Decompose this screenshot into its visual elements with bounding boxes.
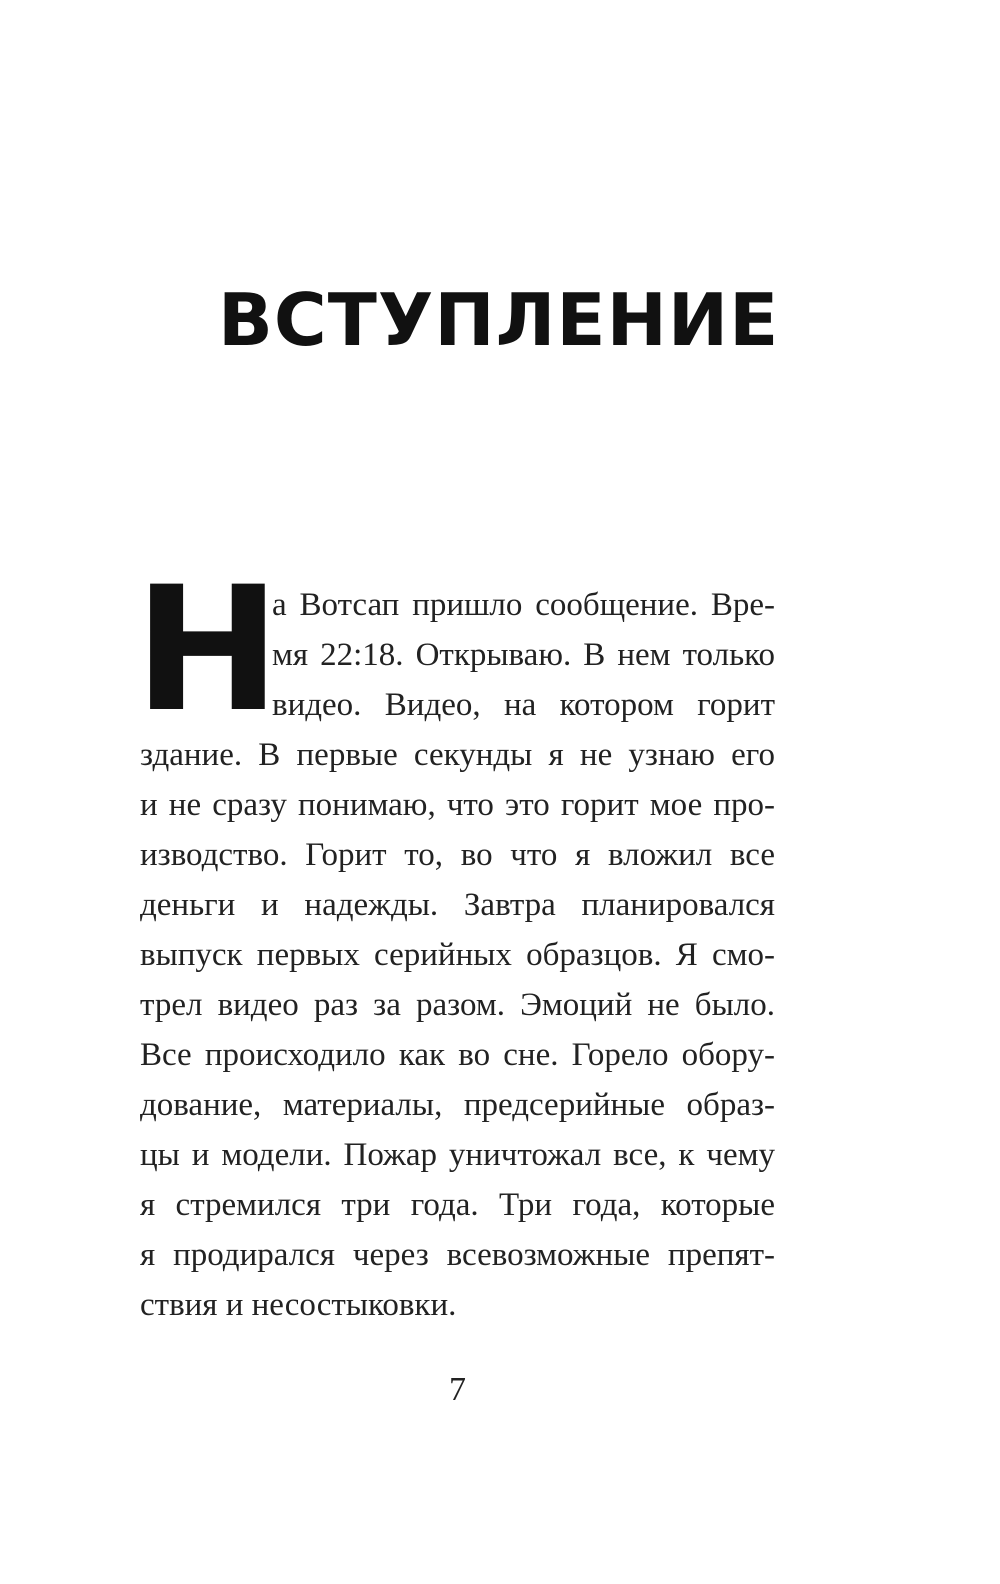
body-line: я продирался через всевозможные препят- bbox=[140, 1237, 775, 1273]
body-line: изводство. Горит то, во что я вложил все bbox=[140, 837, 775, 873]
page-number: 7 bbox=[449, 1371, 466, 1408]
body-line: цы и модели. Пожар уничтожал все, к чему bbox=[140, 1137, 775, 1173]
body-line: Все происходило как во сне. Горело обору- bbox=[140, 1037, 775, 1073]
body-line: а Вотсап пришло сообщение. Вре- bbox=[272, 587, 775, 623]
chapter-title: ВСТУПЛЕНИЕ bbox=[218, 278, 780, 362]
body-line: мя 22:18. Открываю. В нем только bbox=[272, 637, 775, 673]
body-line: я стремился три года. Три года, которые bbox=[140, 1187, 775, 1223]
body-line: выпуск первых серийных образцов. Я смо- bbox=[140, 937, 775, 973]
body-line: видео. Видео, на котором горит bbox=[272, 687, 775, 723]
body-line: здание. В первые секунды я не узнаю его bbox=[140, 737, 775, 773]
body-line: деньги и надежды. Завтра планировался bbox=[140, 887, 775, 923]
body-line: дование, материалы, предсерийные образ- bbox=[140, 1087, 775, 1123]
drop-cap: Н bbox=[134, 549, 281, 750]
body-line: трел видео раз за разом. Эмоций не было. bbox=[140, 987, 775, 1023]
body-line: ствия и несостыковки. bbox=[140, 1287, 457, 1323]
body-line: и не сразу понимаю, что это горит мое про- bbox=[140, 787, 775, 823]
